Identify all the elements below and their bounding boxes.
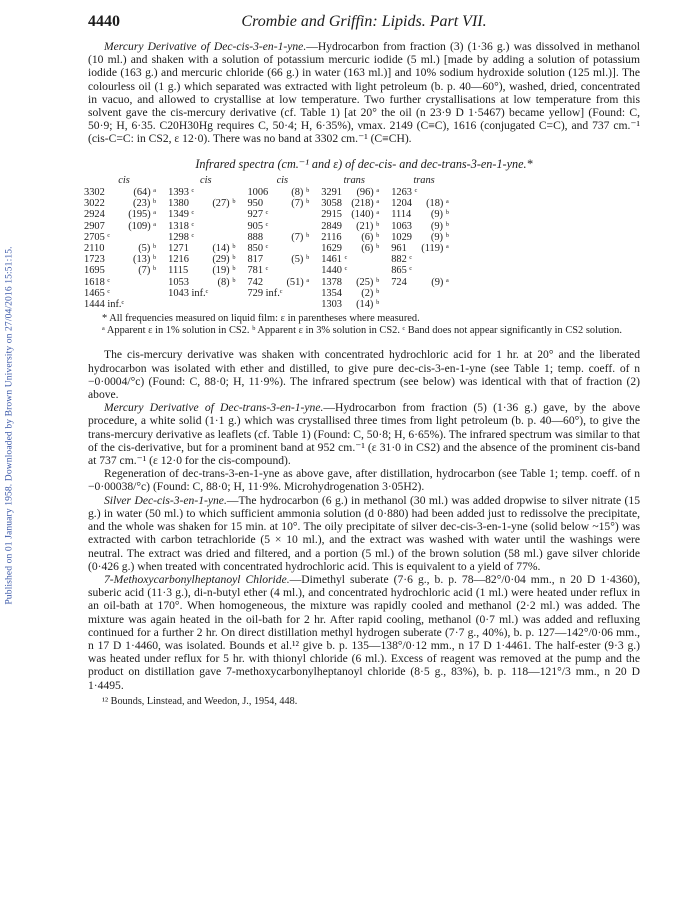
epsilon-cell: (9) ᵇ <box>430 231 449 243</box>
frequency-cell: 724 <box>391 276 407 288</box>
running-title: Crombie and Griffin: Lipids. Part VII. <box>241 13 487 30</box>
footnote-apparent-epsilon: ᵃ Apparent ε in 1% solution in CS2. ᵇ Apparent ε in 3% solution in CS2. ᶜ Band does not appear significantly in CS2 solution. <box>102 324 622 336</box>
table-row <box>82 187 459 198</box>
frequency-cell: 1318 ᶜ <box>168 220 195 232</box>
frequency-cell: 1271 <box>168 243 189 255</box>
epsilon-cell: (23) ᵇ <box>133 198 157 210</box>
infrared-table <box>82 175 459 310</box>
paragraph-regeneration-trans: Regeneration of dec-trans-3-en-1-yne as above gave, after distillation, hydrocarbon (see Table 1; temp. coeff. of n −0·00038/°c) (Found: C, 88·0; H, 11·9%. Microhydrogenation 3·05H2). <box>88 467 640 494</box>
epsilon-cell <box>419 254 459 265</box>
frequency-cell: 1115 <box>168 265 189 277</box>
epsilon-cell: (2) ᵇ <box>361 287 380 299</box>
epsilon-cell: (6) ᵇ <box>361 243 380 255</box>
epsilon-cell <box>210 209 245 220</box>
paragraph-text: —Dimethyl suberate (7·6 g., b. p. 78—82°/0·04 mm., n 20 D 1·4360), suberic acid (11·3 g.), di-n-butyl ether (4 ml.), and concentrated hydrochloric acid (1 ml.) were heated under reflux in an oil-bath at 170°. When homogeneous, the mixture was rapidly cooled and methanol (2·2 ml.) was added. The mixture was again heated in the oil-bath for 2 hr. After rapid cooling, methanol (0·7 ml.) was added and refluxing continued for a further 2 hr. On direct distillation methyl hydrogen suberate (7·7 g., 40%), b. p. 127—142°/0·06 mm., n 17 D 1·4460, was isolated. Bounds et al.¹² give b. p. 135—138°/0·12 mm., n 17 D 1·4461. The half-ester (9·3 g.) was heated under reflux for 5 hr. with thionyl chloride (6 ml.). Excess of reagent was removed at the pump and the product on distillation gave 7-methoxycarbonylheptanoyl chloride (8·5 g., 83%), b. p. 118—121°/3 mm., n 20 D 1·4495. <box>88 572 640 692</box>
frequency-cell: 3302 <box>84 187 105 199</box>
epsilon-cell: (7) ᵇ <box>138 265 157 277</box>
frequency-cell: 865 ᶜ <box>391 265 413 277</box>
column-header: cis <box>200 174 212 186</box>
epsilon-cell <box>284 299 319 310</box>
epsilon-cell <box>126 232 166 243</box>
epsilon-cell: (64) ᵃ <box>133 187 157 199</box>
frequency-cell: 1393 ᶜ <box>168 187 195 199</box>
epsilon-cell: (8) ᵇ <box>217 276 236 288</box>
frequency-cell: 1114 <box>391 209 412 221</box>
column-header: trans <box>343 174 365 186</box>
table-header-row <box>82 175 459 187</box>
epsilon-cell <box>349 265 389 276</box>
frequency-cell <box>245 299 284 310</box>
epsilon-cell <box>284 243 319 254</box>
epsilon-cell: (119) ᵃ <box>421 243 449 255</box>
paragraph-heading: Mercury Derivative of Dec-trans-3-en-1-yne. <box>104 401 324 415</box>
table-row <box>82 288 459 299</box>
table-row <box>82 277 459 288</box>
epsilon-cell: (19) ᵇ <box>212 265 236 277</box>
paragraph-heading: Mercury Derivative of Dec-cis-3-en-1-yne. <box>104 40 307 53</box>
frequency-cell: 882 ᶜ <box>391 254 413 266</box>
epsilon-cell: (18) ᵃ <box>426 198 449 210</box>
frequency-cell: 2915 <box>321 209 342 221</box>
column-header: cis <box>118 174 130 186</box>
epsilon-cell <box>419 265 459 276</box>
epsilon-cell <box>284 209 319 220</box>
table-row <box>82 221 459 232</box>
epsilon-cell <box>419 187 459 198</box>
epsilon-cell: (5) ᵇ <box>291 254 310 266</box>
epsilon-cell: (218) ᵃ <box>351 198 380 210</box>
epsilon-cell: (25) ᵇ <box>356 276 380 288</box>
epsilon-cell <box>210 288 245 299</box>
frequency-cell: 781 ᶜ <box>247 265 269 277</box>
epsilon-cell: (109) ᵃ <box>128 220 157 232</box>
page-number: 4440 <box>88 13 120 30</box>
epsilon-cell: (140) ᵃ <box>351 209 380 221</box>
epsilon-cell: (8) ᵇ <box>291 187 310 199</box>
frequency-cell: 1298 ᶜ <box>168 231 195 243</box>
paragraph-heading: Silver Dec-cis-3-en-1-yne. <box>104 493 227 507</box>
frequency-cell: 1461 ᶜ <box>321 254 348 266</box>
frequency-cell: 1629 <box>321 243 342 255</box>
frequency-cell: 2907 <box>84 220 105 232</box>
epsilon-cell: (7) ᵇ <box>291 198 310 210</box>
frequency-cell: 1378 <box>321 276 342 288</box>
epsilon-cell <box>419 299 459 310</box>
column-header: trans <box>413 174 435 186</box>
epsilon-cell: (195) ᵃ <box>128 209 157 221</box>
table-row <box>82 198 459 209</box>
frequency-cell: 1444 inf.ᶜ <box>84 299 125 311</box>
page-header <box>88 13 640 35</box>
watermark-text: Published on 01 January 1958. Downloaded by Brown University on 27/04/2016 15:51:15. <box>3 245 15 605</box>
table-body <box>82 187 459 310</box>
frequency-cell: 1263 ᶜ <box>391 187 418 199</box>
frequency-cell: 1349 ᶜ <box>168 209 195 221</box>
epsilon-cell: (29) ᵇ <box>212 254 236 266</box>
frequency-cell: 1053 <box>168 276 189 288</box>
table-caption: Infrared spectra (cm.⁻¹ and ε) of dec-cis- and dec-trans-3-en-1-yne.* <box>195 156 533 171</box>
frequency-cell: 1465 ᶜ <box>84 287 111 299</box>
column-header: cis <box>276 174 289 186</box>
table-row <box>82 243 459 254</box>
epsilon-cell: (27) ᵇ <box>212 198 236 210</box>
epsilon-cell <box>284 265 319 276</box>
paragraph-regeneration-cis: The cis-mercury derivative was shaken with concentrated hydrochloric acid for 1 hr. at 20° and the liberated hydrocarbon was isolated with ether and distilled, to give pure dec-cis-3-en-1-yne (see Table 1; temp. coeff. of n −0·0004/°c) (Found: C, 88·0; H, 11·9%). The infrared spectrum (see below) was identical with that of fraction (2) above. <box>88 348 640 402</box>
epsilon-cell: (7) ᵇ <box>291 231 310 243</box>
epsilon-cell <box>210 232 245 243</box>
frequency-cell: 1440 ᶜ <box>321 265 348 277</box>
paragraph-text: —Hydrocarbon from fraction (5) (1·36 g.) gave, by the above procedure, a white solid (1·1 g.) which was crystallised three times from light petroleum (b. p. 40—60°), to give the trans-mercury derivative as leaflets (cf. Table 1) (Found: C, 50·8; H, 6·65%). The infrared spectrum was similar to that of the cis-derivative, but for a prominent band at 952 cm.⁻¹ (ε 31·0 in CS2) and the absence of the prominent cis-band at 737 cm.⁻¹ (ε 12·0 for the cis-compound). <box>88 401 640 468</box>
reference-footnote: ¹² Bounds, Linstead, and Weedon, J., 1954, 448. <box>102 695 298 707</box>
epsilon-cell: (14) ᵇ <box>212 243 236 255</box>
frequency-cell: 2924 <box>84 209 105 221</box>
footnote-frequencies: * All frequencies measured on liquid film: ε in parentheses where measured. <box>102 313 420 325</box>
frequency-cell <box>166 299 210 310</box>
table-footnotes <box>88 313 640 336</box>
table-row <box>82 232 459 243</box>
epsilon-cell <box>419 288 459 299</box>
frequency-cell: 950 <box>247 198 264 210</box>
download-watermark <box>2 145 16 705</box>
frequency-cell: 1006 <box>247 187 269 199</box>
paragraph-text: —The hydrocarbon (6 g.) in methanol (30 ml.) was added dropwise to silver nitrate (15 g.) in water (50 ml.) to which sufficient ammonia solution (d 0·880) had been added just to redissolve the precipitate, and the whole was shaken for 15 min. at 10°. The oily precipitate of silver dec-cis-3-en-1-yne (solid below ~15°) was extracted with carbon tetrachloride (5 × 10 ml.), and the extract was washed with water until the washings were neutral. The extract was dried and filtered, and a portion (5 ml.) of the brown solution (58 ml.) gave silver chloride (0·426 g.) when treated with concentrated hydrochloric acid. This is equivalent to a yield of 77%. <box>88 493 640 573</box>
paragraph-trans-mercury <box>88 401 640 467</box>
epsilon-cell: (96) ᵃ <box>356 187 380 199</box>
epsilon-cell: (9) ᵇ <box>430 220 449 232</box>
frequency-cell: 2849 <box>321 220 342 232</box>
frequency-cell: 3022 <box>84 198 105 210</box>
frequency-cell: 1043 inf.ᶜ <box>168 287 209 299</box>
paragraph-cis-mercury <box>88 40 640 146</box>
epsilon-cell: (5) ᵇ <box>138 243 157 255</box>
frequency-cell: 1063 <box>391 220 412 232</box>
frequency-cell <box>389 288 419 299</box>
paragraph-text: —Hydrocarbon from fraction (3) (1·36 g.) was dissolved in methanol (10 ml.) and shaken with a solution of potassium mercuric iodide (5 ml.) [made by adding a solution of potassium iodide (163 g.) and mercuric chloride (66 g.) in water (163 ml.)] and 10% sodium hydroxide solution (125 ml.)]. The colourless oil (1 g.) which separated was extracted with light petroleum (b. p. 40—60°), washed, dried, concentrated in vacuo, and allowed to crystallise at low temperature. Two further crystallisations at low temperature from this solvent gave the cis-mercury derivative (cf. Table 1) [at 20° the oil (n 23·9 D 1·5467) became yellow] (Found: C, 50·9; H, 6·35. C20H30Hg requires C, 50·4; H, 6·35%), νmax. 2149 (C≡C), 1616 (conjugated C=C), and 737 cm.⁻¹ (cis-C=C: in CS2, ε 12·0). There was no band at 3302 cm.⁻¹ (C≡CH). <box>88 40 640 146</box>
frequency-cell: 1216 <box>168 254 189 266</box>
epsilon-cell: (21) ᵇ <box>356 220 380 232</box>
epsilon-cell <box>126 299 166 310</box>
epsilon-cell: (14) ᵇ <box>356 299 380 311</box>
frequency-cell: 850 ᶜ <box>247 243 269 255</box>
article-body <box>84 40 640 708</box>
frequency-cell: 1204 <box>391 198 412 210</box>
epsilon-cell <box>349 254 389 265</box>
table-row <box>82 209 459 220</box>
frequency-cell: 2116 <box>321 231 342 243</box>
epsilon-cell <box>210 299 245 310</box>
frequency-cell: 927 ᶜ <box>247 209 269 221</box>
frequency-cell: 888 <box>247 231 264 243</box>
table-row <box>82 265 459 276</box>
epsilon-cell <box>284 288 319 299</box>
epsilon-cell: (9) ᵃ <box>431 276 449 288</box>
frequency-cell <box>389 299 419 310</box>
frequency-cell: 1303 <box>321 299 342 311</box>
frequency-cell: 742 <box>247 276 264 288</box>
frequency-cell: 905 ᶜ <box>247 220 269 232</box>
frequency-cell: 729 inf.ᶜ <box>247 287 283 299</box>
table-row <box>82 299 459 310</box>
frequency-cell: 2705 ᶜ <box>84 231 111 243</box>
epsilon-cell: (9) ᵇ <box>430 209 449 221</box>
frequency-cell: 817 <box>247 254 264 266</box>
table-row <box>82 254 459 265</box>
epsilon-cell: (51) ᵃ <box>286 276 310 288</box>
epsilon-cell: (13) ᵇ <box>133 254 157 266</box>
frequency-cell: 3291 <box>321 187 342 199</box>
paragraph-heading: 7-Methoxycarbonylheptanoyl Chloride. <box>104 572 290 586</box>
epsilon-cell <box>284 221 319 232</box>
frequency-cell: 961 <box>391 243 407 255</box>
frequency-cell: 1380 <box>168 198 189 210</box>
epsilon-cell <box>210 221 245 232</box>
epsilon-cell: (6) ᵇ <box>361 231 380 243</box>
frequency-cell: 1354 <box>321 287 342 299</box>
frequency-cell: 1029 <box>391 231 412 243</box>
frequency-cell: 1723 <box>84 254 105 266</box>
frequency-cell: 2110 <box>84 243 105 255</box>
frequency-cell: 3058 <box>321 198 342 210</box>
paragraph-acid-chloride <box>88 573 640 692</box>
paragraph-silver-derivative <box>88 494 640 573</box>
epsilon-cell <box>126 288 166 299</box>
epsilon-cell <box>126 277 166 288</box>
epsilon-cell <box>210 187 245 198</box>
frequency-cell: 1618 ᶜ <box>84 276 111 288</box>
frequency-cell: 1695 <box>84 265 105 277</box>
